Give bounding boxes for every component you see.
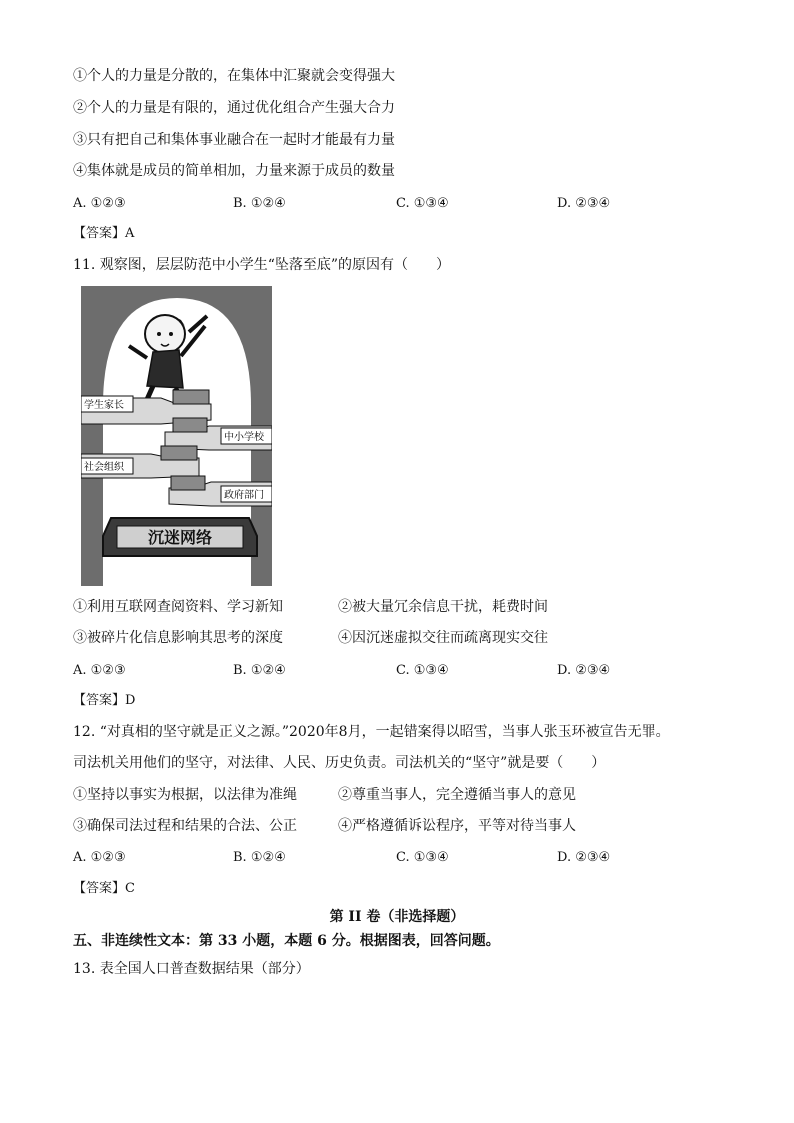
section-heading: 五、非连续性文本：第 33 小题，本题 6 分。根据图表，回答问题。 [73,933,500,949]
label-schools: 中小学校 [224,432,264,443]
q11-item-2: ②被大量冗余信息干扰，耗费时间 [338,599,548,615]
cartoon-figure [81,286,272,586]
q10-option-d: D. ②③④ [557,196,611,211]
q10-option-a: A. ①②③ [73,196,126,211]
q10-item-1: ①个人的力量是分散的，在集体中汇聚就会变得强大 [73,68,395,84]
q11-answer: 【答案】D [73,693,136,708]
q11-option-a: A. ①②③ [73,663,126,678]
q11-option-c: C. ①③④ [396,663,449,678]
q12-option-b: B. ①②④ [233,850,286,865]
q12-item-1: ①坚持以事实为根据，以法律为准绳 [73,787,297,803]
q12-option-d: D. ②③④ [557,850,611,865]
q12-stem-line-1: 12. “对真相的坚守就是正义之源。”2020年8月，一起错案得以昭雪，当事人张玉环被宣告无罪。 [73,724,670,740]
section-title: 第 II 卷（非选择题） [329,909,465,925]
cartoon-image [81,286,272,586]
q10-option-c: C. ①③④ [396,196,449,211]
q12-answer: 【答案】C [73,881,135,896]
q10-answer: 【答案】A [73,226,135,241]
q12-item-2: ②尊重当事人，完全遵循当事人的意见 [338,787,576,803]
q11-item-4: ④因沉迷虚拟交往而疏离现实交往 [338,630,548,646]
q12-option-c: C. ①③④ [396,850,449,865]
addiction-base [103,518,257,556]
q12-stem-line-2: 司法机关用他们的坚守，对法律、人民、历史负责。司法机关的“坚守”就是要（ ） [73,755,606,771]
q12-item-4: ④严格遵循诉讼程序，平等对待当事人 [338,818,576,834]
label-parents: 学生家长 [84,400,124,411]
q12-item-3: ③确保司法过程和结果的合法、公正 [73,818,297,834]
q13-stem: 13. 表全国人口普查数据结果（部分） [73,961,310,977]
q10-item-2: ②个人的力量是有限的，通过优化组合产生强大合力 [73,100,395,116]
q11-option-b: B. ①②④ [233,663,286,678]
q11-stem: 11. 观察图，层层防范中小学生“坠落至底”的原因有（ ） [73,257,451,273]
q10-option-b: B. ①②④ [233,196,286,211]
q10-item-4: ④集体就是成员的简单相加，力量来源于成员的数量 [73,163,395,179]
q11-option-d: D. ②③④ [557,663,611,678]
q11-item-3: ③被碎片化信息影响其思考的深度 [73,630,283,646]
label-society: 社会组织 [84,462,124,473]
q10-item-3: ③只有把自己和集体事业融合在一起时才能最有力量 [73,132,395,148]
q11-item-1: ①利用互联网查阅资料、学习新知 [73,599,283,615]
q12-option-a: A. ①②③ [73,850,126,865]
label-government: 政府部门 [224,490,264,501]
base-text: 沉迷网络 [147,528,213,547]
